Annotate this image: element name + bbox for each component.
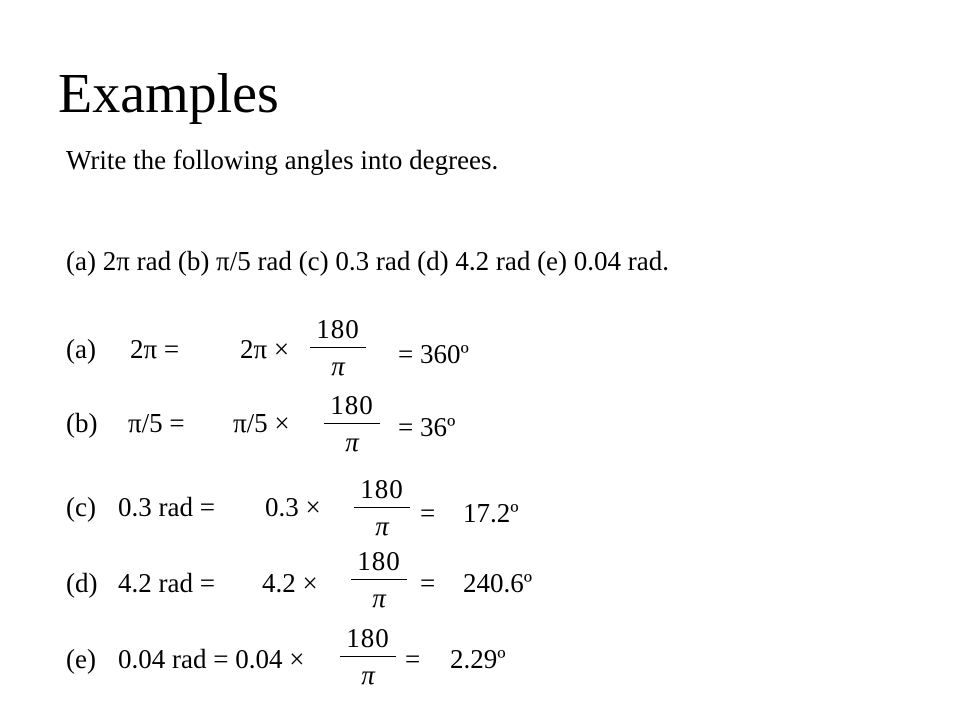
fraction-180-over-pi xyxy=(338,625,398,689)
fraction-bar xyxy=(354,507,410,508)
example-lhs: 0.3 rad = xyxy=(118,492,215,522)
example-label: (c) xyxy=(66,492,96,522)
fraction-bar xyxy=(351,579,407,580)
fraction-bar xyxy=(340,656,396,657)
fraction-denominator: π xyxy=(345,427,359,457)
example-lhs: 0.04 rad = 0.04 × xyxy=(118,644,305,674)
fraction-denominator: π xyxy=(372,583,386,613)
example-multiplier: 0.3 × xyxy=(265,492,321,522)
example-label: (e) xyxy=(66,644,96,674)
fraction-numerator: 180 xyxy=(360,474,404,504)
equals-sign: = xyxy=(420,498,436,528)
example-result: = 360º xyxy=(398,339,469,369)
fraction-denominator: π xyxy=(361,660,375,690)
fraction-numerator: 180 xyxy=(357,546,401,576)
instruction-text: Write the following angles into degrees. xyxy=(66,145,499,175)
page-title: Examples xyxy=(58,63,279,125)
example-label: (d) xyxy=(66,568,98,598)
equals-sign: = xyxy=(420,568,436,598)
fraction-180-over-pi xyxy=(308,316,368,380)
fraction-numerator: 180 xyxy=(346,623,390,653)
example-multiplier: 4.2 × xyxy=(262,568,318,598)
example-lhs: 2π = xyxy=(130,334,180,364)
example-multiplier: π/5 × xyxy=(233,408,290,438)
fraction-bar xyxy=(310,347,366,348)
example-multiplier: 2π × xyxy=(240,334,290,364)
example-result: 17.2º xyxy=(463,498,519,528)
example-result: 240.6º xyxy=(463,568,533,598)
example-lhs: 4.2 rad = xyxy=(118,568,215,598)
fraction-numerator: 180 xyxy=(330,390,374,420)
fraction-180-over-pi xyxy=(322,392,382,456)
example-result: = 36º xyxy=(398,412,456,442)
fraction-numerator: 180 xyxy=(316,314,360,344)
fraction-bar xyxy=(324,423,380,424)
example-lhs: π/5 = xyxy=(128,408,185,438)
example-result: 2.29º xyxy=(450,644,506,674)
fraction-denominator: π xyxy=(331,351,345,381)
fraction-180-over-pi xyxy=(352,476,412,540)
problem-list: (a) 2π rad (b) π/5 rad (c) 0.3 rad (d) 4.2 rad (e) 0.04 rad. xyxy=(66,246,670,276)
fraction-denominator: π xyxy=(375,511,389,541)
example-label: (b) xyxy=(66,408,98,438)
fraction-180-over-pi xyxy=(349,548,409,612)
equals-sign: = xyxy=(405,644,421,674)
example-label: (a) xyxy=(66,334,96,364)
